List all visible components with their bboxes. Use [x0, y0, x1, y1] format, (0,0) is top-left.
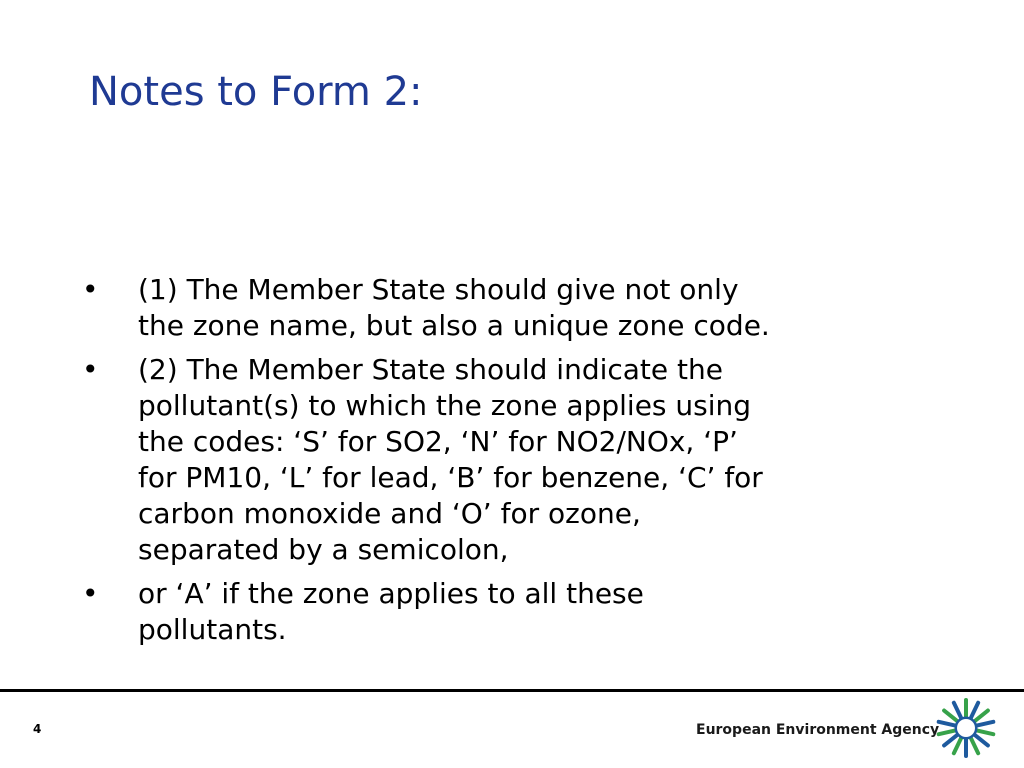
bullet-text: (1) The Member State should give not only the zone name, but also a unique zone code. [138, 273, 770, 342]
bullet-list [76, 272, 956, 656]
logo-ray [977, 730, 994, 734]
list-item [76, 352, 956, 568]
bullet-text: (2) The Member State should indicate the pollutant(s) to which the zone applies using the codes: ‘S’ for SO2, ‘N’ for NO2/NOx, ‘P’ for PM10, ‘L’ for lead, ‘B’ for benzene, ‘C’ for carbon monoxide and ‘O’ for ozone, separated by a semicolon, [138, 353, 763, 566]
logo-ray [954, 738, 961, 753]
agency-name: European Environment Agency [696, 722, 940, 738]
logo-ray [939, 722, 956, 726]
logo-ray [971, 703, 978, 718]
footer-divider [0, 689, 1024, 692]
logo-ray [944, 735, 957, 746]
logo-ray [977, 722, 994, 726]
logo-ray [975, 735, 988, 746]
bullet-marker: • [82, 577, 99, 610]
list-item [76, 272, 956, 344]
bullet-marker: • [82, 353, 99, 386]
eea-logo-icon [934, 696, 998, 760]
slide-title: Notes to Form 2: [89, 69, 423, 115]
logo-center [957, 719, 975, 737]
page-number: 4 [33, 722, 42, 736]
bullet-marker: • [82, 273, 99, 306]
bullet-text: or ‘A’ if the zone applies to all these pollutants. [138, 577, 644, 646]
logo-ray [944, 711, 957, 722]
logo-ray [971, 738, 978, 753]
logo-ray [954, 703, 961, 718]
logo-ray [975, 711, 988, 722]
logo-ray [939, 730, 956, 734]
list-item [76, 576, 956, 648]
